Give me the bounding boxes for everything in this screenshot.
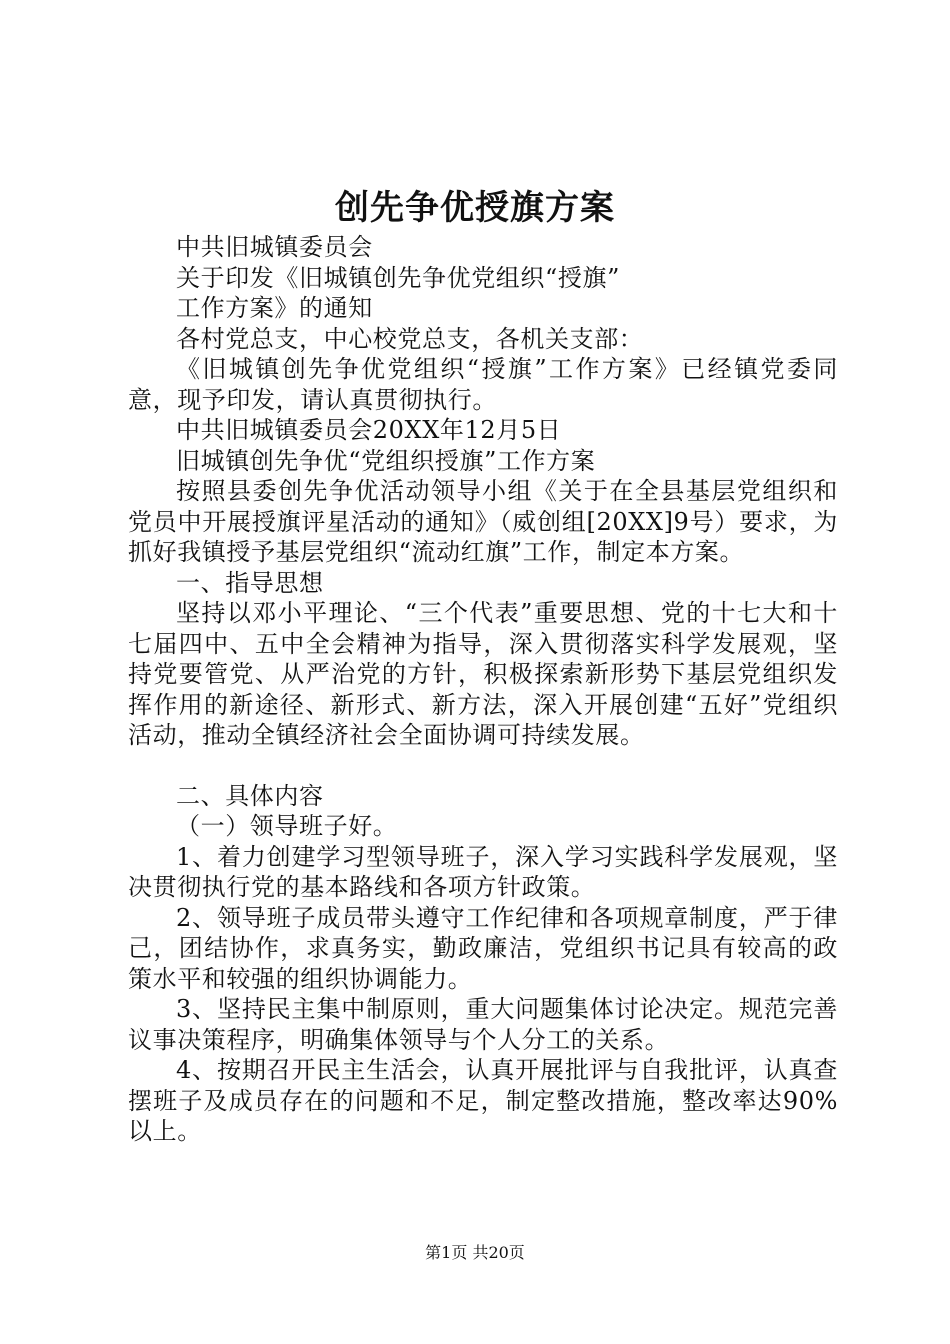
list-item-1: 1、着力创建学习型领导班子，深入学习实践科学发展观，坚决贯彻执行党的基本路线和各项方针政策。	[128, 842, 838, 901]
list-item-2: 2、领导班子成员带头遵守工作纪律和各项规章制度，严于律己，团结协作，求真务实，勤政廉洁，党组织书记具有较高的政策水平和较强的组织协调能力。	[128, 903, 838, 993]
paragraph-notice-title-line2: 工作方案》的通知	[176, 294, 373, 322]
list-item-4: 4、按期召开民主生活会，认真开展批评与自我批评，认真查摆班子及成员存在的问题和不足，制定整改措施，整改率达90%以上。	[128, 1056, 838, 1145]
paragraph-recipients: 各村党总支，中心校党总支，各机关支部：	[176, 324, 644, 353]
paragraph-signature-date: 中共旧城镇委员会20XX年12月5日	[176, 416, 562, 444]
paragraph-plan-title: 旧城镇创先争优“党组织授旗”工作方案	[176, 446, 596, 475]
paragraph-notice-body: 《旧城镇创先争优党组织“授旗”工作方案》已经镇党委同意，现予印发，请认真贯彻执行。	[128, 355, 838, 414]
paragraph-notice-title-line1: 关于印发《旧城镇创先争优党组织“授旗”	[176, 263, 620, 292]
document-title: 创先争优授旗方案	[335, 188, 615, 228]
paragraph-intro: 按照县委创先争优活动领导小组《关于在全县基层党组织和党员中开展授旗评星活动的通知》（威创组[20XX]9号）要求，为抓好我镇授予基层党组织“流动红旗”工作，制定本方案。	[128, 477, 838, 566]
paragraph-issuer: 中共旧城镇委员会	[176, 233, 373, 261]
heading-specific-content: 二、具体内容	[176, 781, 324, 810]
subheading-leadership: （一）领导班子好。	[176, 812, 398, 840]
list-item-3: 3、坚持民主集中制原则，重大问题集体讨论决定。规范完善议事决策程序，明确集体领导与个人分工的关系。	[128, 995, 838, 1054]
paragraph-guiding-ideology: 坚持以邓小平理论、“三个代表”重要思想、党的十七大和十七届四中、五中全会精神为指导，深入贯彻落实科学发展观，坚持党要管党、从严治党的方针，积极探索新形势下基层党组织发挥作用的新途径、新形式、新方法，深入开展创建“五好”党组织活动，推动全镇经济社会全面协调可持续发展。	[128, 599, 838, 749]
page-number: 第1页 共20页	[425, 1243, 525, 1262]
blank-line	[128, 751, 838, 781]
heading-guiding-ideology: 一、指导思想	[176, 568, 324, 597]
document-body	[128, 232, 838, 1147]
